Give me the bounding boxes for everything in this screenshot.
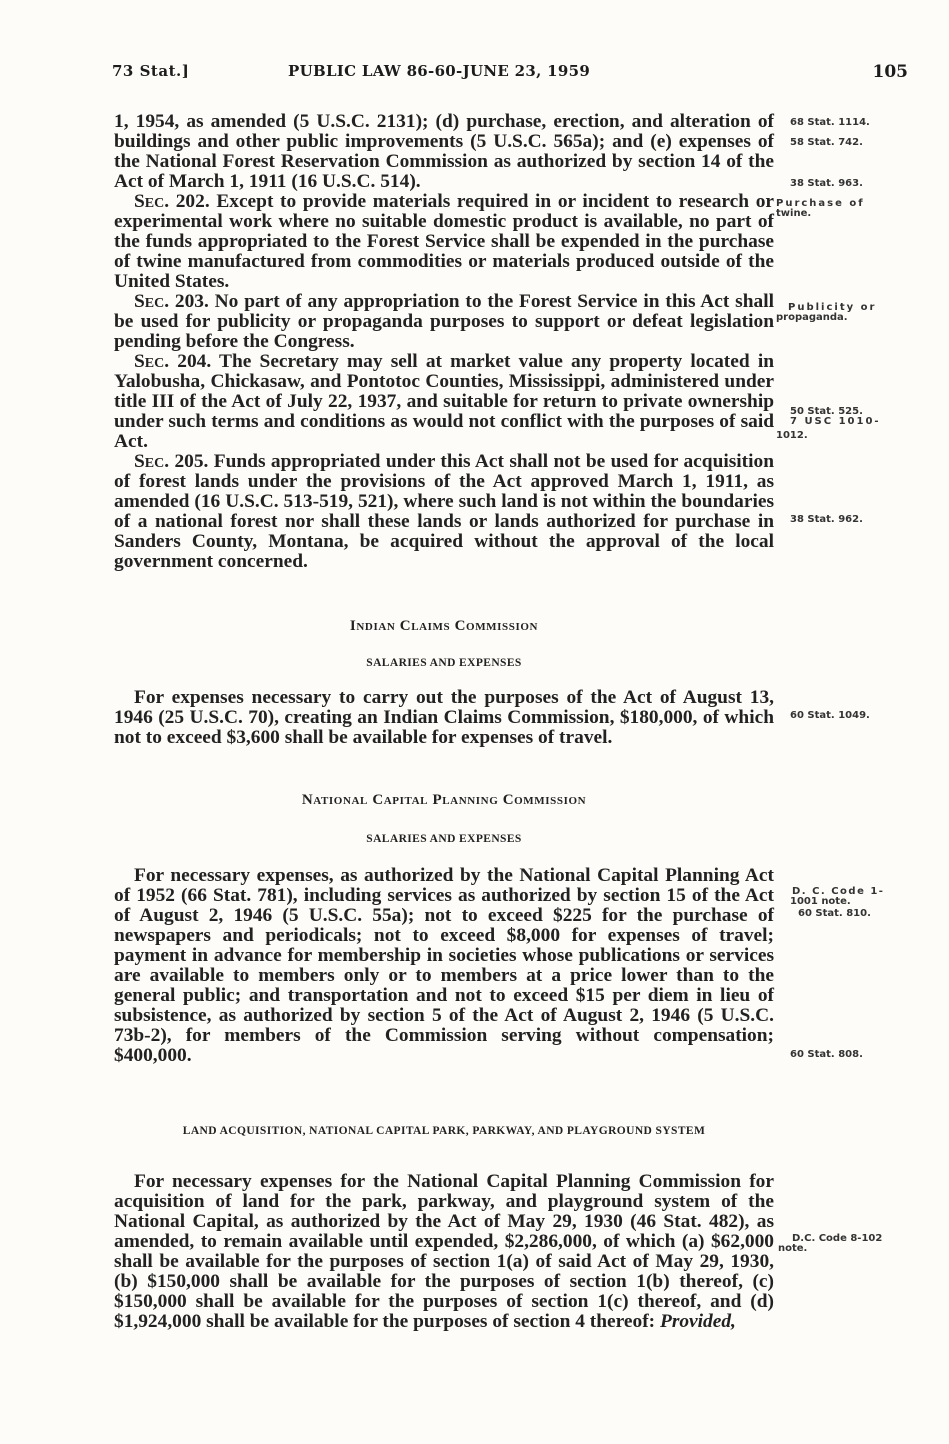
margin-note: 38 Stat. 963. xyxy=(790,178,863,189)
land-text: For necessary expenses for the National Capital Planning Commission for acquisition of land for the park, parkway, and playground system of the National Capital, as authorized by the Act of May 29, 1930 (46 Stat. 482), as amended, to remain available until expended, $2,286,000, of which (a) $62,000 shall be available for the purposes of section 1(a) of said Act of May 29, 1930, (b) $150,000 shall be available for the purposes of section 1(b) thereof, (c) $150,000 shall be available for the purposes of section 1(c) thereof, and (d) $1,924,000 shall be available for the purposes of section 4 thereof: Provided, xyxy=(114,1171,774,1332)
paragraph-continuation: 1, 1954, as amended (5 U.S.C. 2131); (d) purchase, erection, and alteration of buildings and other public improvements (5 U.S.C. 565a); and (e) expenses of the National Forest Reservation Commission as authorized by section 14 of the Act of March 1, 1911 (16 U.S.C. 514). xyxy=(114,111,774,192)
volume-citation: 73 Stat.] xyxy=(112,62,190,80)
heading-ncpc: National Capital Planning Commission xyxy=(301,792,587,808)
margin-note: D. C. Code 1- xyxy=(792,886,885,897)
margin-note: 68 Stat. 1114. xyxy=(790,117,870,128)
margin-note: 1001 note. xyxy=(790,896,851,907)
margin-note: note. xyxy=(778,1243,808,1254)
section-204: Sec. 204. The Secretary may sell at market value any property located in Yalobusha, Chickasaw, and Pontotoc Counties, Mississippi, administered under title III of the Act of July 22, 1937, and suitable for return to private ownership under such terms and conditions as would not conflict with the purposes of said Act. xyxy=(114,351,774,452)
margin-note: 60 Stat. 808. xyxy=(790,1049,863,1060)
margin-note: 60 Stat. 1049. xyxy=(790,710,870,721)
margin-note: 38 Stat. 962. xyxy=(790,514,863,525)
heading-land-acquisition: LAND ACQUISITION, NATIONAL CAPITAL PARK, PARKWAY, AND PLAYGROUND SYSTEM xyxy=(182,1125,706,1137)
running-header xyxy=(112,62,908,90)
forest-service-provisions xyxy=(114,112,774,572)
subheading-icc-salaries: SALARIES AND EXPENSES xyxy=(366,657,522,669)
margin-note: twine. xyxy=(776,208,812,219)
ncpc-paragraph xyxy=(114,866,774,1066)
margin-note: Purchase of xyxy=(776,198,865,209)
margin-note: 1012. xyxy=(776,430,808,441)
section-203: Sec. 203. No part of any appropriation to the Forest Service in this Act shall be used for publicity or propaganda purposes to support or defeat legislation pending before the Congress. xyxy=(114,291,774,352)
law-title: PUBLIC LAW 86-60-JUNE 23, 1959 xyxy=(288,62,591,80)
margin-note: 50 Stat. 525. xyxy=(790,406,863,417)
margin-note: Publicity or xyxy=(788,302,877,313)
icc-text: For expenses necessary to carry out the purposes of the Act of August 13, 1946 (25 U.S.C. 70), creating an Indian Claims Commission, $180,000, of which not to exceed $3,600 shall be available for expenses of travel. xyxy=(114,687,774,748)
subheading-ncpc-salaries: SALARIES AND EXPENSES xyxy=(366,833,522,845)
ncpc-text: For necessary expenses, as authorized by the National Capital Planning Act of 1952 (66 Stat. 781), including services as authorized by section 15 of the Act of August 2, 1946 (5 U.S.C. 55a); not to exceed $225 for the purchase of newspapers and periodicals; not to exceed $8,000 for expenses of travel; payment in advance for membership in societies whose publications or services are available to members only or to members at a price lower than to the general public; and transportation and not to exceed $15 per diem in lieu of subsistence, as authorized by section 5 of the Act of August 2, 1946 (5 U.S.C. 73b-2), for members of the Commission serving without compensation; $400,000. xyxy=(114,865,774,1066)
margin-note: 7 USC 1010- xyxy=(790,416,881,427)
icc-paragraph xyxy=(114,688,774,748)
margin-note: D.C. Code 8-102 xyxy=(792,1233,883,1244)
land-paragraph xyxy=(114,1172,774,1332)
margin-note: 60 Stat. 810. xyxy=(798,908,871,919)
page-number: 105 xyxy=(872,62,908,82)
section-202: Sec. 202. Except to provide materials required in or incident to research or experimental work where no suitable domestic product is available, no part of the funds appropriated to the Forest Service shall be expended in the purchase of twine manufactured from commodities or materials produced outside of the United States. xyxy=(114,191,774,292)
heading-indian-claims-commission: Indian Claims Commission xyxy=(349,618,539,634)
margin-note: 58 Stat. 742. xyxy=(790,137,863,148)
section-205: Sec. 205. Funds appropriated under this Act shall not be used for acquisition of forest lands under the provisions of the Act approved March 1, 1911, as amended (16 U.S.C. 513-519, 521), where such land is not within the boundaries of a national forest nor shall these lands or lands authorized for purchase in Sanders County, Montana, be acquired without the approval of the local government concerned. xyxy=(114,451,774,572)
margin-note: propaganda. xyxy=(776,312,848,323)
